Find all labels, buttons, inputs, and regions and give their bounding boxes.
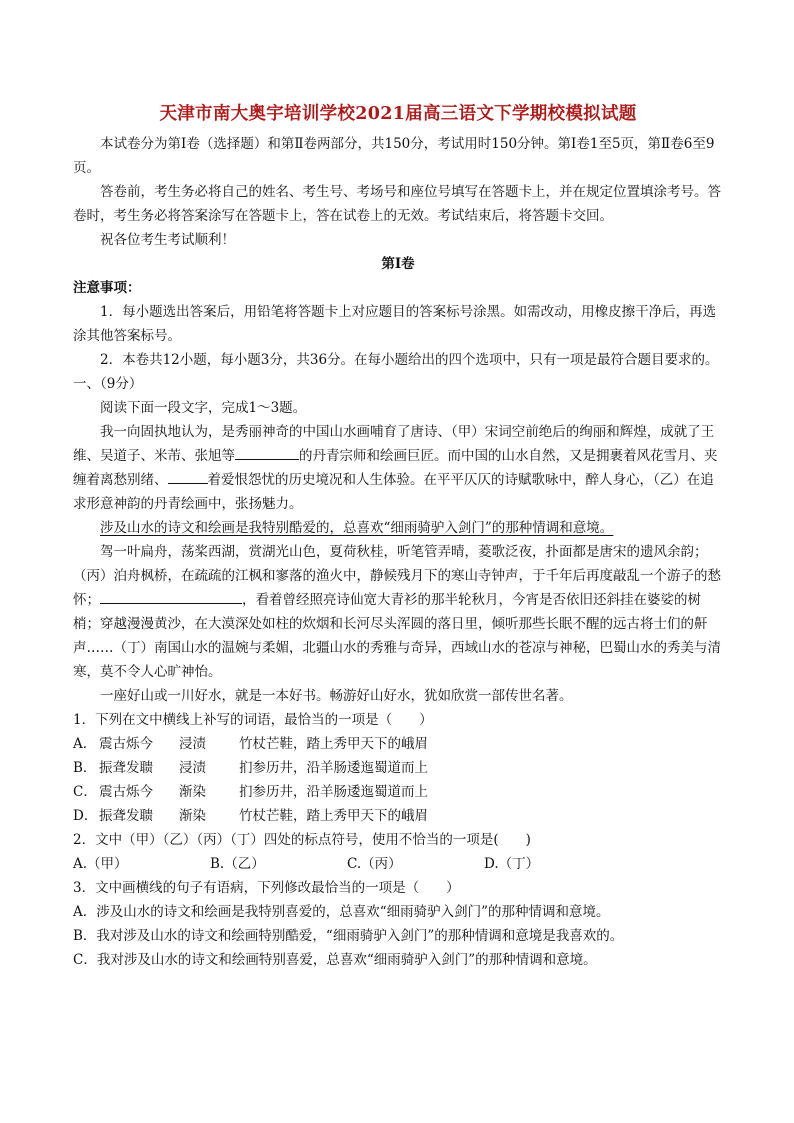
note-1: 1．每小题选出答案后，用铅笔将答题卡上对应题目的答案标号涂黑。如需改动，用橡皮擦干净后，再选涂其他答案标号。 — [73, 304, 717, 344]
option-letter: A． — [73, 736, 97, 752]
q2-option-b[interactable]: B.（乙） — [210, 856, 265, 872]
exam-page — [73, 100, 723, 972]
option-word-1: 震古烁今 — [99, 736, 153, 752]
passage-paragraph-4: 一座好山或一川好水，就是一本好书。畅游好山好水，犹如欣赏一部传世名著。 — [100, 688, 573, 704]
option-word-1: 震古烁今 — [99, 784, 153, 800]
option-word-2: 浸渍 — [179, 760, 206, 776]
intro-paragraph-3: 祝各位考生考试顺利！ — [100, 232, 235, 248]
passage-p3-part-b: ，看着曾经照亮诗仙宽大青衫的那半轮秋月，今宵是否依旧还斜挂在婆娑的树梢；穿越漫漫黄沙，在大漠深处如柱的炊烟和长河尽头浑圆的落日里，倾听那些长眠不醒的远古将士们的鼾声……（丁）南国山水的温婉与柔媚，北疆山水的秀雅与奇异，西域山水的苍凉与神秘，巴蜀山水的秀美与清寒，莫不令人心旷神怡。 — [73, 592, 721, 680]
q3-option-a[interactable]: A．涉及山水的诗文和绘画是我特别喜爱的，总喜欢“细雨骑驴入剑门”的那种情调和意境。 — [73, 904, 610, 920]
question-2-stem: 2．文中（甲）（乙）（丙）（丁）四处的标点符号，使用不恰当的一项是( ) — [73, 832, 531, 848]
option-word-1: 振聋发聩 — [99, 808, 153, 824]
question-2-options — [73, 852, 723, 876]
document-title: 天津市南大奥宇培训学校2021届高三语文下学期校模拟试题 — [159, 104, 637, 124]
q1-option-c[interactable] — [73, 780, 723, 804]
q2-option-d[interactable]: D.（丁） — [484, 856, 540, 872]
option-letter: B． — [73, 760, 97, 776]
option-word-1: 振聋发聩 — [99, 760, 153, 776]
section-title: 第Ⅰ卷 — [381, 256, 415, 272]
q1-option-b[interactable] — [73, 756, 723, 780]
q2-option-a[interactable]: A.（甲） — [73, 856, 128, 872]
passage-p1-part-c: 着爱恨怨忧的历史境况和人生体验。在平平仄仄的诗赋歌咏中，醉人身心，（乙）在追求形意神韵的丹青绘画中，张扬魅力。 — [73, 472, 714, 512]
question-3-stem: 3．文中画横线的句子有语病，下列修改最恰当的一项是（ ） — [73, 880, 460, 896]
underlined-sentence: 涉及山水的诗文和绘画是我特别酷爱的，总喜欢“细雨骑驴入剑门”的那种情调和意境。 — [100, 520, 614, 536]
option-letter: C． — [73, 784, 97, 800]
q3-option-b[interactable]: B．我对涉及山水的诗文和绘画特别酷爱，“细雨骑驴入剑门”的那种情调和意境是我喜欢的。 — [73, 928, 624, 944]
option-letter: D． — [73, 808, 98, 824]
passage-paragraph-3 — [73, 540, 723, 684]
option-phrase: 竹杖芒鞋，踏上秀甲天下的峨眉 — [239, 736, 428, 752]
option-phrase: 扪参历井，沿羊肠逶迤蜀道而上 — [239, 784, 428, 800]
option-word-2: 渐染 — [179, 784, 206, 800]
option-word-2: 渐染 — [179, 808, 206, 824]
q2-option-c[interactable]: C.（丙） — [347, 856, 402, 872]
option-word-2: 浸渍 — [179, 736, 206, 752]
intro-paragraph-1: 本试卷分为第Ⅰ卷（选择题）和第Ⅱ卷两部分，共150分，考试用时150分钟。第Ⅰ卷1至5页，第Ⅱ卷6至9页。 — [73, 136, 715, 176]
q3-option-c[interactable]: C．我对涉及山水的诗文和绘画特别喜爱，总喜欢“细雨骑驴入剑门”的那种情调和意境。 — [73, 952, 597, 968]
note-2: 2．本卷共12小题，每小题3分，共36分。在每小题给出的四个选项中，只有一项是最符合题目要求的。 — [100, 352, 719, 368]
question-1-options — [73, 732, 723, 828]
reading-instruction: 阅读下面一段文字，完成1～3题。 — [100, 400, 307, 416]
passage-p1-part-a: 我一向固执地认为，是秀丽神奇的中国山水画哺育了唐诗、（甲）宋词空前绝后的绚丽和辉煌，成就了王维、吴道子、米芾、张旭等 — [73, 424, 715, 464]
fill-blank-3 — [100, 589, 242, 604]
passage-p1-part-b: 的丹青宗师和绘画巨匠。而中国的山水自然，又是拥裹着风花雪月、夹缠着离愁别绪、 — [73, 448, 718, 488]
part1-heading: 一、（9分） — [73, 376, 143, 392]
passage-paragraph-1 — [73, 420, 723, 516]
q1-option-d[interactable] — [73, 804, 723, 828]
q1-option-a[interactable] — [73, 732, 723, 756]
passage-p3-part-a: 驾一叶扁舟，荡桨西湖，赏湖光山色，夏荷秋桂，听笔管弄晴，菱歌泛夜，扑面都是唐宋的遗风余韵；（丙）泊舟枫桥，在疏疏的江枫和寥落的渔火中，静候残月下的寒山寺钟声，于千年后再度敲乱一个游子的愁怀； — [73, 544, 721, 608]
fill-blank-2 — [168, 469, 208, 484]
intro-paragraph-2: 答卷前，考生务必将自己的姓名、考生号、考场号和座位号填写在答题卡上，并在规定位置填涂考号。答卷时，考生务必将答案涂写在答题卡上，答在试卷上的无效。考试结束后，将答题卡交回。 — [73, 184, 721, 224]
notes-heading: 注意事项： — [73, 280, 141, 296]
question-1-stem: 1．下列在文中横线上补写的词语，最恰当的一项是（ ） — [73, 712, 433, 728]
option-phrase: 竹杖芒鞋，踏上秀甲天下的峨眉 — [239, 808, 428, 824]
fill-blank-1 — [235, 445, 299, 460]
passage-paragraph-2 — [73, 516, 723, 540]
option-phrase: 扪参历井，沿羊肠逶迤蜀道而上 — [239, 760, 428, 776]
